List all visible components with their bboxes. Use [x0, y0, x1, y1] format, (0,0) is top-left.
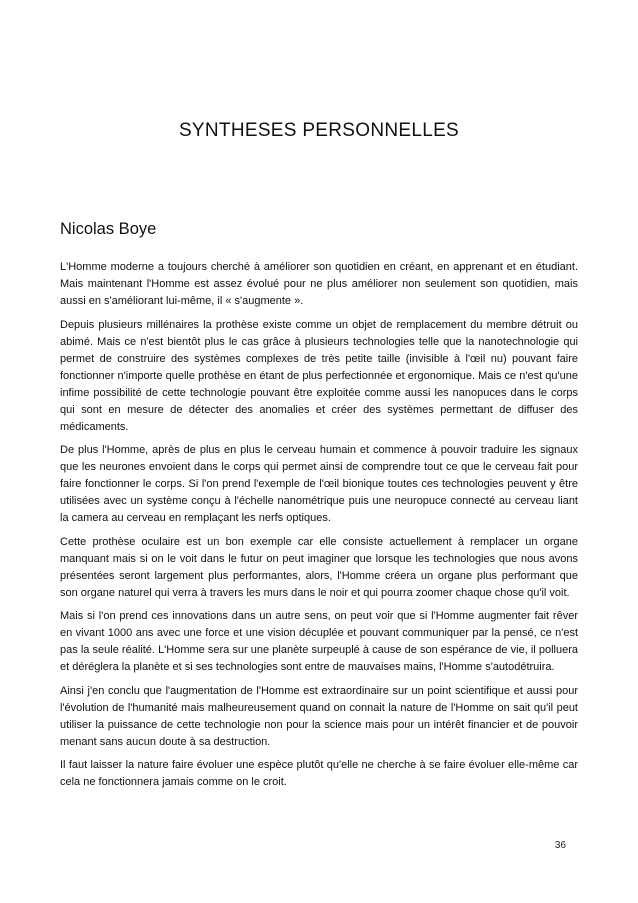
paragraph-6: Ainsi j'en conclu que l'augmentation de l'Homme est extraordinaire sur un point scientifique et aussi pour l'évolution de l'humanité mais malheureusement quand on connait la nature de l'Homme on sait qu'il peut utiliser la puissance de cette technologie non pour la science mais pour un intérêt financier et de pouvoir menant sans aucun doute à sa destruction.	[60, 684, 578, 748]
paragraph-1: L'Homme moderne a toujours cherché à améliorer son quotidien en créant, en apprenant et en étudiant. Mais maintenant l'Homme est assez évolué pour ne plus améliorer non seulement son quotidien, mais aussi en s'améliorant lui-même, il « s'augmente ».	[60, 261, 578, 307]
author-name: Nicolas Boye	[60, 220, 157, 238]
paragraph-7: Il faut laisser la nature faire évoluer une espèce plutôt qu'elle ne cherche à se faire évoluer elle-même car cela ne fonctionnera jamais comme on le croit.	[60, 759, 578, 788]
paragraph-5: Mais si l'on prend ces innovations dans un autre sens, on peut voir que si l'Homme augmenter fait rêver en vivant 1000 ans avec une force et une vision décuplée et pouvant communiquer par la pensé, ce n'est pas la seule réalité. L'Homme sera sur une planète surpeuplé à cause de son espérance de vie, il polluera et déréglera la planète et si ses technologies sont entre de mauvaises mains, l'Homme s'autodétruira.	[60, 610, 578, 673]
paragraph-3: De plus l'Homme, après de plus en plus le cerveau humain et commence à pouvoir traduire les signaux que les neurones envoient dans le corps qui permet ainsi de comprendre tout ce que le cerveau fait pour faire fonctionner le corps. Si l'on prend l'exemple de l'œil bionique toutes ces technologies peuvent y être utilisées avec un système conçu à l'échelle nanométrique puis une neuropuce connecté au cerveau liant la camera au cerveau en remplaçant les nerfs optiques.	[60, 444, 578, 524]
paragraph-4: Cette prothèse oculaire est un bon exemple car elle consiste actuellement à remplacer un organe manquant mais si on le voit dans le futur on peut imaginer que lorsque les technologies que nous avons présentées seront largement plus performantes, alors, l'Homme créera un organe plus performant que son organe naturel qui verra à travers les murs dans le noir et qui pourra zoomer chaque chose qu'il voit.	[60, 535, 578, 599]
paragraph-2: Depuis plusieurs millénaires la prothèse existe comme un objet de remplacement du membre détruit ou abimé. Mais ce n'est bientôt plus le cas grâce à plusieurs technologies telle que la nanotechnologie qui permet de construire des systèmes complexes de très petite taille (invisible à l'œil nu) pouvant faire fonctionner n'importe quelle prothèse en étant de plus perfectionnée et ergonomique. Mais ce n'est qu'une infime possibilité de cette technologie pouvant être exploitée comme aussi les nanopuces dans le corps qui sont en mesure de détecter des anomalies et créer des systèmes permettant de diffuser des médicaments.	[60, 318, 578, 433]
page-number: 36	[554, 840, 566, 851]
body-text	[60, 259, 578, 798]
page-title: SYNTHESES PERSONNELLES	[178, 120, 460, 141]
